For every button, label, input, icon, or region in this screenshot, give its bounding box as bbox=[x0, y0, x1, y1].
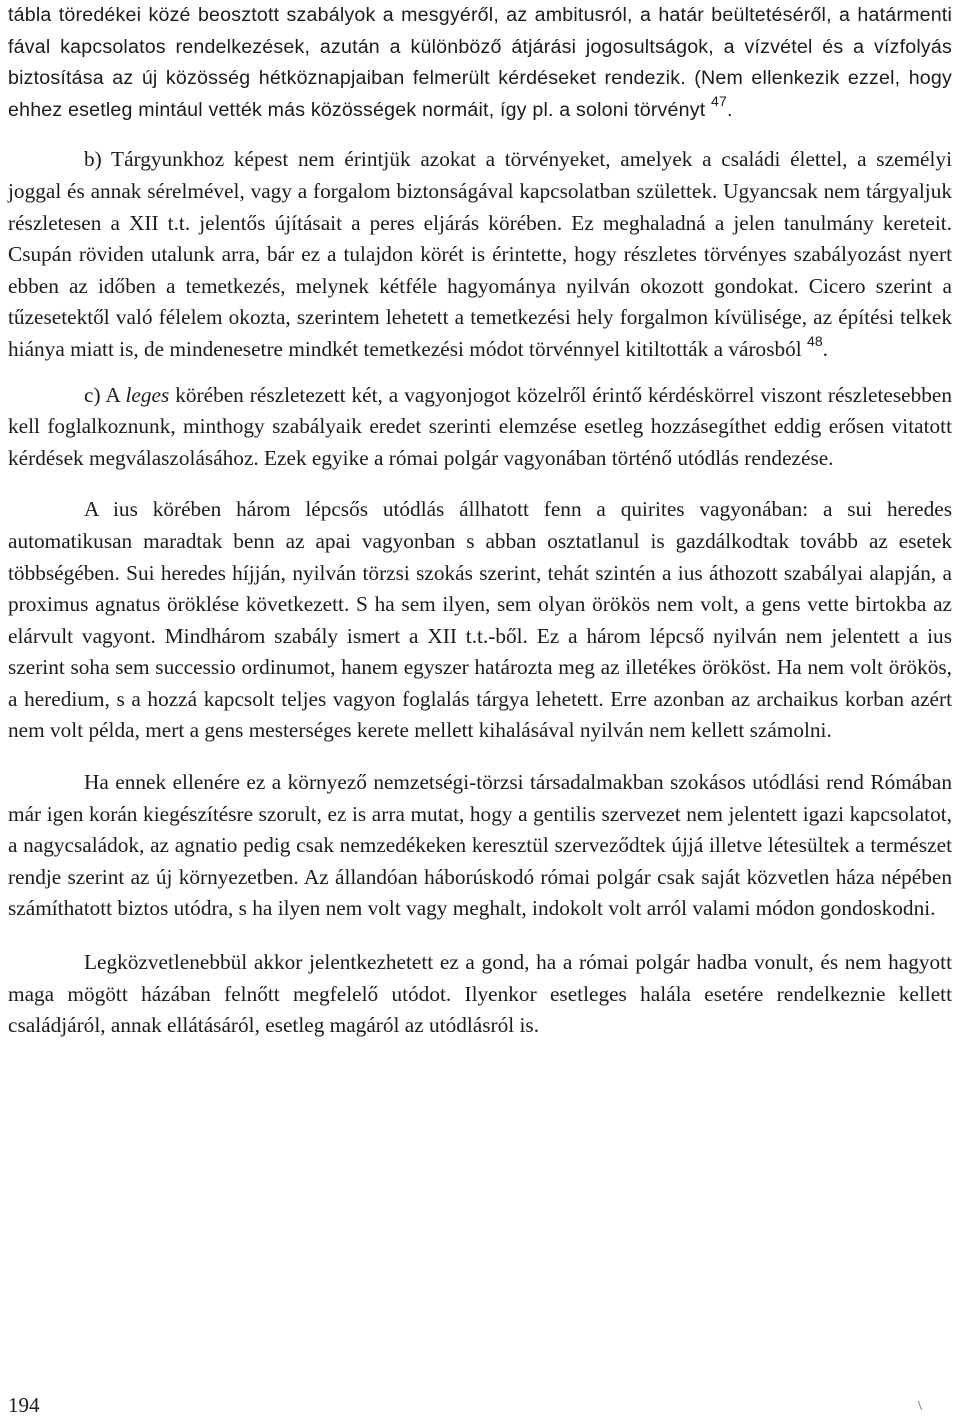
italic-term: leges bbox=[125, 382, 170, 407]
footnote-ref-48: 48 bbox=[807, 332, 823, 349]
page-number: 194 bbox=[8, 1393, 40, 1417]
paragraph-text: körében részletezett két, a vagyonjogot közelről érintő kérdéskörrel viszont részletesebben kell foglalkoznunk, minthogy szabályaik eredet szerinti elemzése esetleg hozzásegíthet eddig erősen vitatott kérdések megválaszolásához. Ezek egyike a római polgár vagyonában történő utódlás rendezése. bbox=[8, 382, 953, 470]
paragraph-continuation bbox=[8, 0, 952, 126]
paragraph-ennek bbox=[8, 767, 952, 925]
document-page bbox=[8, 0, 952, 1422]
paragraph-legkozvetlenebbul bbox=[8, 947, 952, 1042]
paragraph-text: b) Tárgyunkhoz képest nem érintjük azokat a törvényeket, amelyek a családi élettel, a személyi joggal és annak sérelmével, vagy a forgalom biztonságával kapcsolatban születtek. Ugyancsak nem tárgyaljuk részletesen a XII t.t. jelentős újításait a peres eljárás körében. Ez meghaladná a jelen tanulmány kereteit. Csupán röviden utalunk arra, bár ez a tulajdon körét is érintette, hogy részletes törvényes szabályozást nyert ebben az időben a temetkezés, melynek kétféle hagyománya nyilván okozott gondokat. Cicero szerint a tűzesetektől való félelem okozta, szerintem lehetett a temetkezési hely forgalmon kívülisége, az építési telkek hiánya miatt is, de mindenesetre mindkét temetkezési módot törvénnyel kitiltották a városból bbox=[8, 147, 952, 361]
paragraph-text: tábla töredékei közé beosztott szabályok a mesgyéről, az ambitusról, a határ beültetéséről, a határmenti fával kapcsolatos rendelkezések, azután a különböző átjárási jogosultságok, a vízvétel és a vízfolyás biztosítása az új közösség hétköznapjaiban felmerült kérdéseket rendezik. (Nem ellenkezik ezzel, hogy ehhez esetleg mintául vették más közösségek normáit, így pl. a soloni törvényt bbox=[8, 4, 952, 121]
corner-mark: \ bbox=[918, 1399, 922, 1414]
paragraph-text: Ha ennek ellenére ez a környező nemzetségi-törzsi társadalmakban szokásos utódlási rend Rómában már igen korán kiegészítésre szorult, ez is arra mutat, hogy a gentilis szervezet nem jelentett igazi kapcsolatot, a nagycsaládok, az agnatio pedig csak nemzedékeken keresztül szerveződtek újjá illetve létesültek a természet rendje szerint az új környezetben. Az állandóan háborúskodó római polgár csak saját közvetlen háza népében számíthatott biztos utódra, s ha ilyen nem volt vagy meghalt, indokolt volt arról valami módon gondoskodni. bbox=[8, 770, 952, 921]
paragraph-b bbox=[8, 144, 952, 365]
paragraph-tail: . bbox=[727, 98, 733, 121]
paragraph-prefix: c) A bbox=[84, 382, 120, 407]
paragraph-text: Legközvetlenebbül akkor jelentkezhetett ez a gond, ha a római polgár hadba vonult, és nem hagyott maga mögött házában felnőtt megfelelő utódot. Ilyenkor esetleges halála esetére rendelkeznie kellett családjáról, annak ellátásáról, esetleg magáról az utódlásról is. bbox=[8, 950, 952, 1038]
paragraph-tail: . bbox=[822, 336, 828, 361]
footnote-ref-47: 47 bbox=[711, 92, 728, 109]
paragraph-text: A ius körében három lépcsős utódlás állhatott fenn a quirites vagyonában: a sui heredes automatikusan maradtak benn az apai vagyonban s abban osztatlanul is gazdálkodtak tovább az esetek többségében. Sui heredes híjján, nyilván törzsi szokás szerint, tehát szintén a ius áthozott szabályai alapján, a proximus agnatus öröklése következett. S ha sem ilyen, sem olyan örökös nem volt, a gens vette birtokba az elárvult vagyont. Mindhárom szabály ismert a XII t.t.-ből. Ez a három lépcső nyilván nem jelentett a ius szerint soha sem successio ordinumot, hanem egyszer határozta meg az illetékes örököst. Ha nem volt örökös, a heredium, s a hozzá kapcsolt teljes vagyon foglalás tárgya lehetett. Erre azonban az archaikus korban azért nem volt példa, mert a gens mesterséges kerete mellett kihalásával nyilván nem kellett számolni. bbox=[8, 497, 952, 743]
paragraph-c bbox=[8, 380, 952, 475]
paragraph-ius bbox=[8, 494, 952, 747]
